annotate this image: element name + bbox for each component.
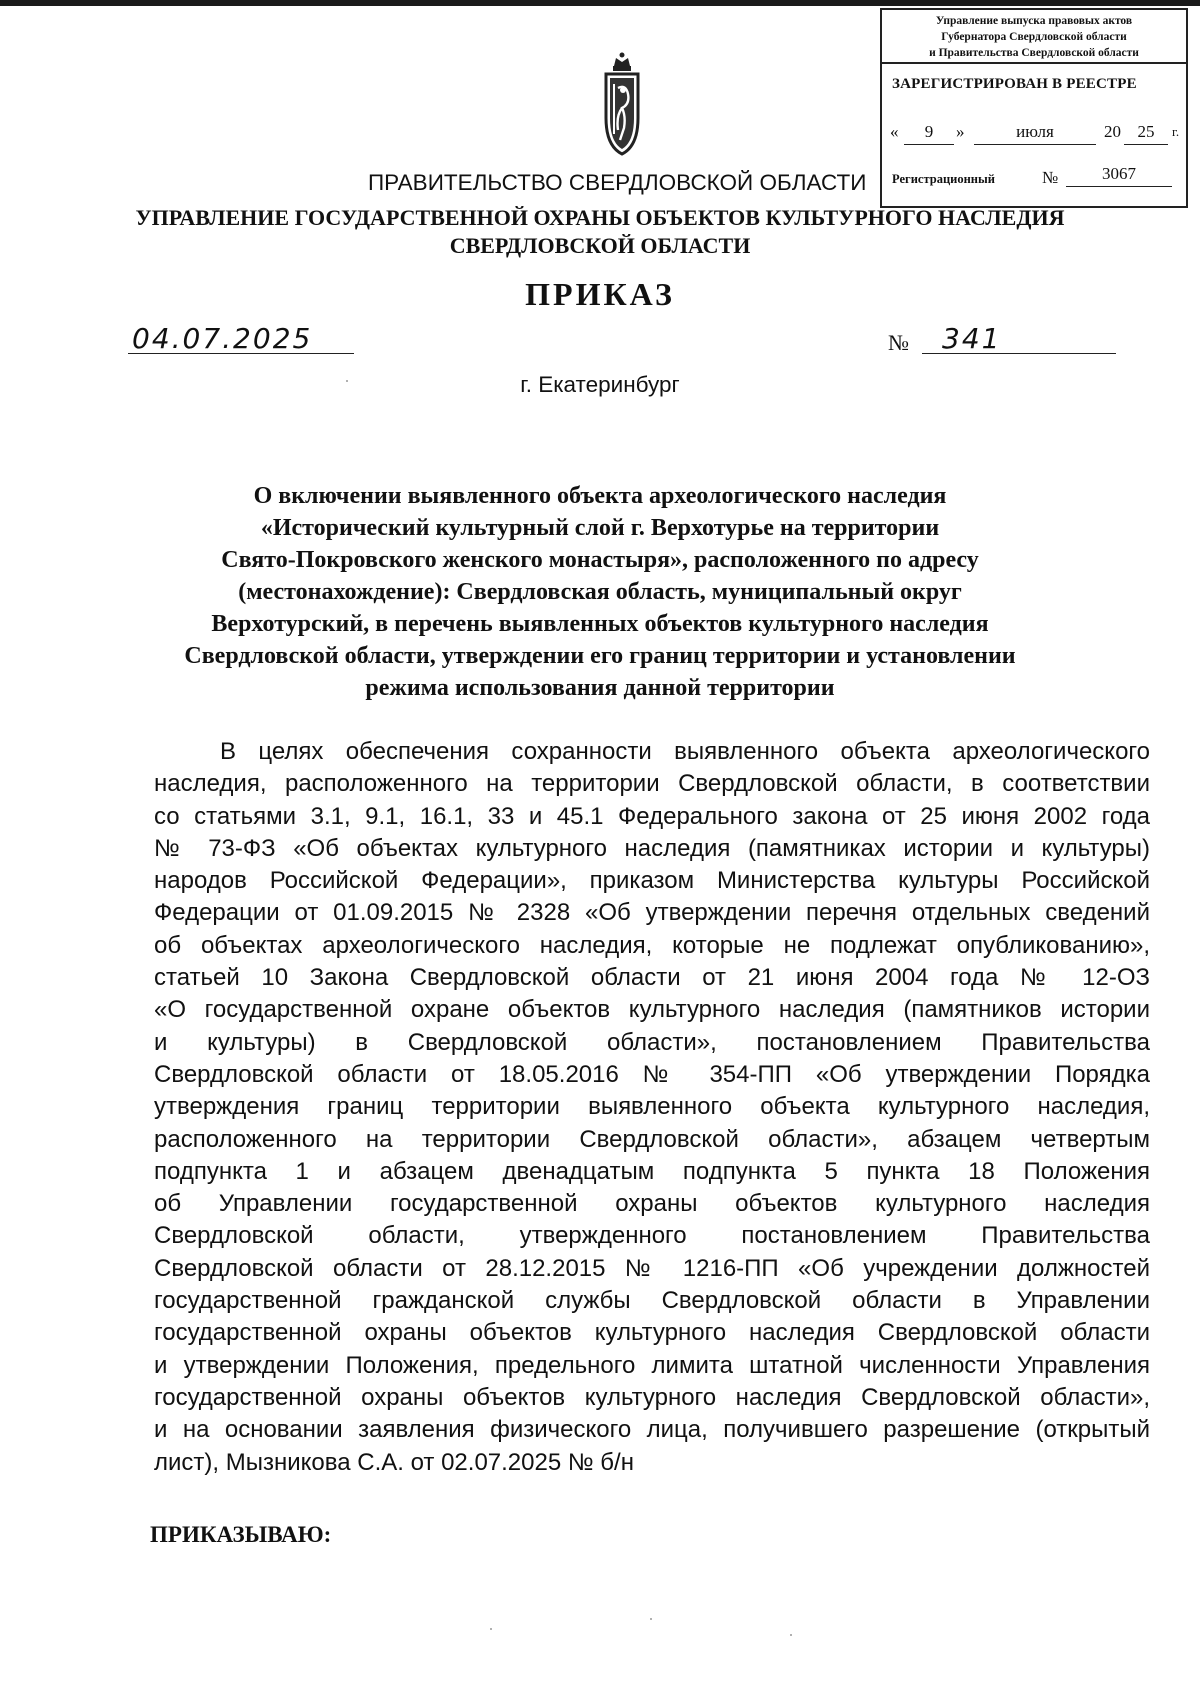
body-line: со статьями 3.1, 9.1, 16.1, 33 и 45.1 Федерального закона от 25 июня 2002 года <box>154 802 1150 830</box>
coat-of-arms-icon <box>596 50 648 156</box>
subject-line: «Исторический культурный слой г. Верхотурье на территории <box>260 515 940 541</box>
body-line: наследия, расположенного на территории Свердловской области, в соответствии <box>154 770 1150 798</box>
body-line: об объектах археологического наследия, которые не подлежат опубликованию», <box>154 931 1150 959</box>
subject-line: (местонахождение): Свердловская область, муниципальный округ <box>238 579 962 605</box>
body-line: Федерации от 01.09.2015 № 2328 «Об утверждении перечня отдельных сведений <box>154 899 1150 927</box>
subject-line: Свято-Покровского женского монастыря», расположенного по адресу <box>221 547 979 573</box>
city-name: г. Екатеринбург <box>520 372 680 397</box>
order-number-sign: № <box>888 330 909 355</box>
subject-line: Свердловской области, утверждении его границ территории и установлении <box>184 643 1016 669</box>
stamp-year-suffix: 25 <box>1124 122 1168 145</box>
body-line: Свердловской области от 18.05.2016 № 354-ПП «Об утверждении Порядка <box>154 1060 1150 1088</box>
stamp-header-line: Управление выпуска правовых актов <box>935 15 1133 27</box>
body-line: статьей 10 Закона Свердловской области от 21 июня 2004 года № 12-ОЗ <box>154 964 1150 992</box>
body-line: и утверждении Положения, предельного лимита штатной численности Управления <box>154 1351 1150 1379</box>
scan-speck <box>650 1618 652 1620</box>
scan-speck <box>346 380 348 382</box>
body-line: подпункта 1 и абзацем двенадцатым подпункта 5 пункта 18 Положения <box>154 1157 1150 1185</box>
body-line: расположенного на территории Свердловской области», абзацем четвертым <box>154 1125 1150 1153</box>
department-line: СВЕРДЛОВСКОЙ ОБЛАСТИ <box>449 233 751 258</box>
body-line: и на основании заявления физического лица, получившего разрешение (открытый <box>154 1416 1150 1444</box>
order-date: 04.07.2025 <box>128 324 354 354</box>
department-name <box>100 204 1100 260</box>
body-line: утверждения границ территории выявленного объекта культурного наследия, <box>154 1093 1150 1121</box>
body-line: народов Российской Федерации», приказом Министерства культуры Российской <box>154 867 1150 895</box>
stamp-reg-label: Регистрационный <box>892 172 995 186</box>
subject-line: Верхотурский, в перечень выявленных объектов культурного наследия <box>211 611 989 637</box>
stamp-day: 9 <box>904 122 954 145</box>
body-line: Свердловской области от 28.12.2015 № 1216-ПП «Об учреждении должностей <box>154 1254 1150 1282</box>
stamp-number-sign: № <box>1042 168 1059 187</box>
body-line: об Управлении государственной охраны объектов культурного наследия <box>154 1190 1150 1218</box>
body-line: государственной охраны объектов культурного наследия Свердловской области», <box>154 1383 1150 1411</box>
body-line: государственной охраны объектов культурного наследия Свердловской области <box>154 1319 1150 1347</box>
orders-heading: ПРИКАЗЫВАЮ: <box>150 1522 332 1547</box>
body-line: № 73-ФЗ «Об объектах культурного наследия (памятниках истории и культуры) <box>154 834 1150 862</box>
department-line: УПРАВЛЕНИЕ ГОСУДАРСТВЕННОЙ ОХРАНЫ ОБЪЕКТОВ КУЛЬТУРНОГО НАСЛЕДИЯ <box>135 205 1065 230</box>
document-type-title: ПРИКАЗ <box>525 276 675 312</box>
stamp-year-prefix: 20 <box>1104 122 1121 141</box>
stamp-quote-close: » <box>956 122 965 141</box>
order-number: 341 <box>922 324 1116 354</box>
body-line: и культуры) в Свердловской области», постановлением Правительства <box>154 1028 1150 1056</box>
top-border-line <box>0 0 1200 6</box>
stamp-reg-number: 3067 <box>1066 164 1172 187</box>
subject-line: О включении выявленного объекта археологического наследия <box>253 483 947 509</box>
registration-stamp <box>880 8 1188 208</box>
stamp-date <box>890 122 1186 148</box>
body-line: Свердловской области, утвержденного постановлением Правительства <box>154 1222 1150 1250</box>
body-line: «О государственной охране объектов культурного наследия (памятников истории <box>154 996 1150 1024</box>
subject-line: режима использования данной территории <box>365 675 835 701</box>
government-name: ПРАВИТЕЛЬСТВО СВЕРДЛОВСКОЙ ОБЛАСТИ <box>368 170 867 195</box>
scan-speck <box>490 1628 492 1630</box>
stamp-header <box>882 10 1186 64</box>
preamble-text <box>154 736 1150 1479</box>
stamp-header-line: Губернатора Свердловской области <box>941 31 1127 43</box>
stamp-month: июля <box>974 122 1096 145</box>
stamp-header-line: и Правительства Свердловской области <box>929 47 1139 59</box>
stamp-registration-number <box>892 164 1182 198</box>
stamp-quote-open: « <box>890 122 899 141</box>
stamp-year-unit: г. <box>1172 124 1180 139</box>
body-line: лист), Мызникова С.А. от 02.07.2025 № б/н <box>154 1448 634 1476</box>
stamp-registered-label: ЗАРЕГИСТРИРОВАН В РЕЕСТРЕ <box>892 76 1137 92</box>
order-subject <box>150 480 1050 704</box>
body-line: В целях обеспечения сохранности выявленного объекта археологического <box>220 738 1150 765</box>
body-line: государственной гражданской службы Свердловской области в Управлении <box>154 1287 1150 1315</box>
scan-speck <box>790 1634 792 1636</box>
